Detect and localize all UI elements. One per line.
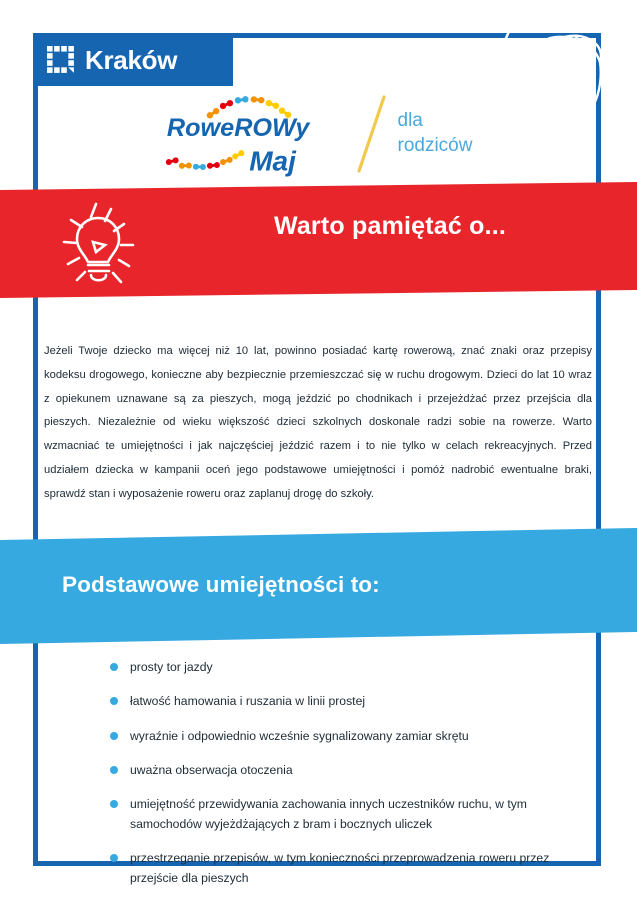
- red-banner: [0, 182, 637, 298]
- audience-line-1: dla: [397, 110, 423, 132]
- red-banner-title: Warto pamiętać o...: [273, 212, 507, 240]
- list-item: [110, 692, 580, 712]
- bullet-icon: [110, 732, 118, 740]
- bullet-icon: [110, 766, 118, 774]
- brand-row: [38, 86, 596, 181]
- list-item-label: uważna obserwacja otoczenia: [130, 762, 293, 777]
- skills-list: [110, 658, 580, 900]
- list-item-label: wyraźnie i odpowiednio wcześnie sygnalizowany zamiar skrętu: [130, 728, 469, 743]
- list-item: [110, 727, 580, 747]
- blue-banner-title: Podstawowe umiejętności to:: [62, 572, 380, 597]
- svg-text:Maj: Maj: [248, 144, 296, 176]
- list-item-label: umiejętność przewidywania zachowania innych uczestników ruchu, w tym samochodów wyjeżdżających z bram i bocznych uliczek: [130, 797, 527, 831]
- list-item-label: przestrzeganie przepisów, w tym konieczności przeprowadzenia roweru przez przejście dla pieszych: [130, 851, 550, 885]
- krakow-header-bar: [33, 33, 233, 86]
- list-item-label: łatwość hamowania i ruszania w linii prostej: [130, 694, 366, 709]
- bullet-icon: [110, 800, 118, 808]
- audience-line-2: rodziców: [397, 134, 473, 156]
- list-item: [110, 795, 580, 835]
- krakow-grid-logo-icon: [47, 46, 74, 73]
- blue-banner-shape: [0, 528, 637, 646]
- red-banner-shape: [0, 182, 637, 298]
- rowerowy-maj-bike-chain-logo-icon: [162, 91, 342, 177]
- list-item: [110, 761, 580, 781]
- audience-label: [398, 109, 473, 158]
- krakow-city-label: Kraków: [85, 44, 178, 75]
- list-item: [110, 849, 580, 889]
- diagonal-slash-divider-icon: [350, 91, 396, 177]
- body-paragraph: Jeżeli Twoje dziecko ma więcej niż 10 lat, powinno posiadać kartę rowerową, znać znaki oraz przepisy kodeksu drogowego, konieczne aby bezpiecznie przemieszczać się w ruchu drogowym. Dzieci do lat 10 wraz z opiekunem uznawane są za pieszych, mogą jeździć po chodnikach i przejeżdżać przez przejścia dla pieszych. Niezależnie od wieku większość dzieci szkolnych doskonale radzi sobie na rowerze. Warto wzmacniać te umiejętności i jak najczęściej jeździć razem i to nie tylko w celach rekreacyjnych. Przed udziałem dziecka w kampanii oceń jego podstawowe umiejętności i pomóż nadrobić ewentualne braki, sprawdź stan i wyposażenie roweru oraz zaplanuj drogę do szkoły.: [44, 345, 592, 500]
- list-item-label: prosty tor jazdy: [130, 660, 213, 674]
- svg-text:RoweROWy: RoweROWy: [166, 113, 309, 142]
- bullet-icon: [110, 697, 118, 705]
- blue-banner: [0, 528, 637, 646]
- list-item: [110, 658, 580, 678]
- bullet-icon: [110, 854, 118, 862]
- bullet-icon: [110, 663, 118, 671]
